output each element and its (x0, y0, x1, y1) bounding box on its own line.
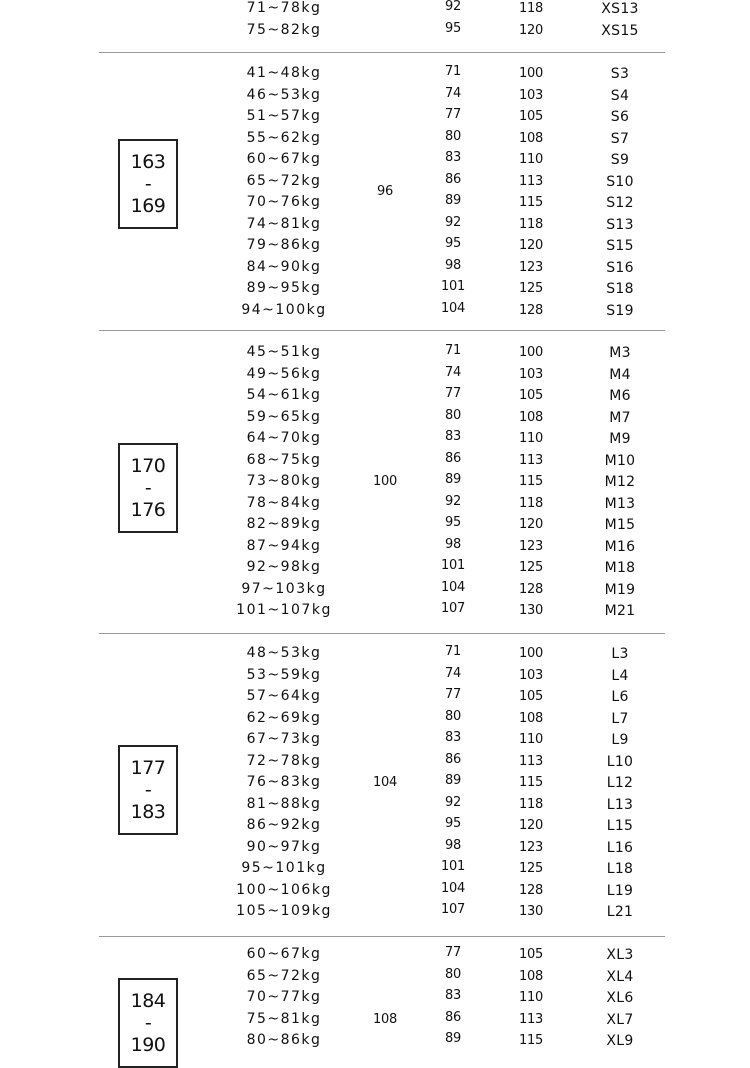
hip-cell: 100 (519, 646, 543, 661)
chest-cell: 83 (445, 150, 461, 165)
weight-range-cell: 81~88kg (246, 796, 322, 812)
weight-range-cell: 78~84kg (246, 495, 322, 511)
size-code-cell: S18 (606, 281, 634, 297)
weight-range-cell: 82~89kg (246, 516, 322, 532)
hip-cell: 120 (519, 818, 543, 833)
hip-cell: 108 (519, 131, 543, 146)
weight-range-cell: 74~81kg (246, 216, 322, 232)
hip-cell: 108 (519, 711, 543, 726)
weight-range-cell: 49~56kg (246, 366, 322, 382)
size-code-cell: S3 (610, 66, 630, 82)
weight-range-cell: 76~83kg (246, 774, 322, 790)
size-code-cell: M12 (604, 474, 636, 490)
weight-range-cell: 57~64kg (246, 688, 322, 704)
hip-cell: 115 (519, 195, 543, 210)
height-dash-label: - (144, 173, 152, 195)
chest-cell: 89 (445, 472, 461, 487)
weight-range-cell: 54~61kg (246, 387, 322, 403)
chest-cell: 74 (445, 86, 461, 101)
height-range-box (118, 978, 178, 1068)
chest-cell: 107 (441, 902, 465, 917)
group-divider (99, 52, 665, 53)
chest-cell: 89 (445, 1031, 461, 1046)
chest-cell: 77 (445, 687, 461, 702)
chest-cell: 101 (441, 859, 465, 874)
size-code-cell: M6 (609, 388, 631, 404)
size-code-cell: XL9 (606, 1033, 634, 1049)
hip-cell: 100 (519, 66, 543, 81)
hip-cell: 118 (519, 496, 543, 511)
group-divider (99, 633, 665, 634)
chest-cell: 80 (445, 709, 461, 724)
chest-cell: 95 (445, 515, 461, 530)
weight-range-cell: 60~67kg (246, 151, 322, 167)
weight-range-cell: 92~98kg (246, 559, 322, 575)
chest-cell: 86 (445, 752, 461, 767)
weight-range-cell: 41~48kg (246, 65, 322, 81)
waist-cell: 96 (377, 184, 393, 199)
hip-cell: 115 (519, 1033, 543, 1048)
size-code-cell: S15 (606, 238, 634, 254)
hip-cell: 100 (519, 345, 543, 360)
height-from-label: 163 (130, 151, 166, 173)
weight-range-cell: 80~86kg (246, 1032, 322, 1048)
size-code-cell: L16 (606, 840, 634, 856)
size-code-cell: S12 (606, 195, 634, 211)
height-dash-label: - (144, 779, 152, 801)
weight-range-cell: 59~65kg (246, 409, 322, 425)
hip-cell: 120 (519, 517, 543, 532)
weight-range-cell: 51~57kg (246, 108, 322, 124)
weight-range-cell: 46~53kg (246, 87, 322, 103)
hip-cell: 110 (519, 152, 543, 167)
hip-cell: 103 (519, 668, 543, 683)
weight-range-cell: 65~72kg (246, 968, 322, 984)
hip-cell: 118 (519, 1, 543, 16)
hip-cell: 105 (519, 388, 543, 403)
hip-cell: 125 (519, 281, 543, 296)
hip-cell: 113 (519, 1012, 543, 1027)
hip-cell: 130 (519, 603, 543, 618)
chest-cell: 71 (445, 64, 461, 79)
hip-cell: 125 (519, 861, 543, 876)
size-code-cell: S10 (606, 174, 634, 190)
size-code-cell: L13 (606, 797, 634, 813)
height-dash-label: - (144, 1012, 152, 1034)
hip-cell: 120 (519, 238, 543, 253)
chest-cell: 74 (445, 666, 461, 681)
height-to-label: 183 (130, 801, 166, 823)
weight-range-cell: 86~92kg (246, 817, 322, 833)
hip-cell: 128 (519, 582, 543, 597)
weight-range-cell: 95~101kg (241, 860, 327, 876)
hip-cell: 103 (519, 367, 543, 382)
chest-cell: 92 (445, 795, 461, 810)
chest-cell: 80 (445, 129, 461, 144)
chest-cell: 89 (445, 773, 461, 788)
hip-cell: 113 (519, 174, 543, 189)
size-code-cell: M4 (609, 367, 631, 383)
weight-range-cell: 71~78kg (246, 0, 322, 16)
hip-cell: 113 (519, 453, 543, 468)
hip-cell: 120 (519, 23, 543, 38)
size-code-cell: S9 (610, 152, 630, 168)
height-range-box (118, 745, 178, 835)
chest-cell: 101 (441, 279, 465, 294)
size-code-cell: L3 (611, 646, 629, 662)
chest-cell: 71 (445, 644, 461, 659)
chest-cell: 95 (445, 236, 461, 251)
weight-range-cell: 97~103kg (241, 581, 327, 597)
height-range-box (118, 443, 178, 533)
chest-cell: 104 (441, 301, 465, 316)
chest-cell: 77 (445, 945, 461, 960)
size-code-cell: S4 (610, 88, 630, 104)
chest-cell: 92 (445, 0, 461, 14)
size-code-cell: S19 (606, 303, 634, 319)
chest-cell: 98 (445, 258, 461, 273)
size-code-cell: L19 (606, 883, 634, 899)
size-code-cell: M18 (604, 560, 636, 576)
size-code-cell: XL4 (606, 969, 634, 985)
chest-cell: 92 (445, 494, 461, 509)
chest-cell: 77 (445, 386, 461, 401)
size-code-cell: XL6 (606, 990, 634, 1006)
hip-cell: 103 (519, 88, 543, 103)
chest-cell: 86 (445, 1010, 461, 1025)
size-code-cell: M15 (604, 517, 636, 533)
chest-cell: 80 (445, 408, 461, 423)
size-code-cell: L15 (606, 818, 634, 834)
height-from-label: 170 (130, 455, 166, 477)
size-code-cell: XS15 (601, 23, 639, 39)
hip-cell: 110 (519, 732, 543, 747)
weight-range-cell: 89~95kg (246, 280, 322, 296)
weight-range-cell: 55~62kg (246, 130, 322, 146)
weight-range-cell: 75~81kg (246, 1011, 322, 1027)
weight-range-cell: 75~82kg (246, 22, 322, 38)
weight-range-cell: 70~77kg (246, 989, 322, 1005)
chest-cell: 71 (445, 343, 461, 358)
chest-cell: 92 (445, 215, 461, 230)
chest-cell: 83 (445, 429, 461, 444)
group-divider (99, 936, 665, 937)
size-code-cell: L12 (606, 775, 634, 791)
height-to-label: 176 (130, 499, 166, 521)
hip-cell: 128 (519, 303, 543, 318)
hip-cell: 105 (519, 109, 543, 124)
size-code-cell: L18 (606, 861, 634, 877)
size-code-cell: S16 (606, 260, 634, 276)
weight-range-cell: 94~100kg (241, 302, 327, 318)
chest-cell: 98 (445, 537, 461, 552)
size-code-cell: XL7 (606, 1012, 634, 1028)
weight-range-cell: 65~72kg (246, 173, 322, 189)
chest-cell: 86 (445, 451, 461, 466)
weight-range-cell: 84~90kg (246, 259, 322, 275)
size-code-cell: M13 (604, 496, 636, 512)
hip-cell: 125 (519, 560, 543, 575)
height-range-box (118, 139, 178, 229)
hip-cell: 105 (519, 947, 543, 962)
waist-cell: 104 (373, 775, 397, 790)
chest-cell: 83 (445, 988, 461, 1003)
chest-cell: 77 (445, 107, 461, 122)
chest-cell: 104 (441, 881, 465, 896)
size-code-cell: M10 (604, 453, 636, 469)
size-code-cell: M9 (609, 431, 631, 447)
weight-range-cell: 67~73kg (246, 731, 322, 747)
weight-range-cell: 87~94kg (246, 538, 322, 554)
size-code-cell: M21 (604, 603, 636, 619)
weight-range-cell: 105~109kg (236, 903, 332, 919)
hip-cell: 115 (519, 775, 543, 790)
hip-cell: 108 (519, 410, 543, 425)
hip-cell: 118 (519, 797, 543, 812)
waist-cell: 108 (373, 1012, 397, 1027)
weight-range-cell: 53~59kg (246, 667, 322, 683)
weight-range-cell: 62~69kg (246, 710, 322, 726)
hip-cell: 123 (519, 840, 543, 855)
size-code-cell: M19 (604, 582, 636, 598)
size-code-cell: M3 (609, 345, 631, 361)
size-code-cell: L21 (606, 904, 634, 920)
weight-range-cell: 73~80kg (246, 473, 322, 489)
chest-cell: 107 (441, 601, 465, 616)
size-code-cell: L6 (611, 689, 629, 705)
hip-cell: 110 (519, 431, 543, 446)
height-from-label: 184 (130, 990, 166, 1012)
height-to-label: 169 (130, 195, 166, 217)
chest-cell: 89 (445, 193, 461, 208)
hip-cell: 110 (519, 990, 543, 1005)
hip-cell: 118 (519, 217, 543, 232)
size-code-cell: L4 (611, 668, 629, 684)
weight-range-cell: 100~106kg (236, 882, 332, 898)
size-code-cell: L9 (611, 732, 629, 748)
height-dash-label: - (144, 477, 152, 499)
hip-cell: 113 (519, 754, 543, 769)
chest-cell: 83 (445, 730, 461, 745)
chest-cell: 74 (445, 365, 461, 380)
weight-range-cell: 72~78kg (246, 753, 322, 769)
hip-cell: 108 (519, 969, 543, 984)
weight-range-cell: 68~75kg (246, 452, 322, 468)
height-to-label: 190 (130, 1034, 166, 1056)
hip-cell: 105 (519, 689, 543, 704)
weight-range-cell: 101~107kg (236, 602, 332, 618)
chest-cell: 104 (441, 580, 465, 595)
weight-range-cell: 90~97kg (246, 839, 322, 855)
weight-range-cell: 70~76kg (246, 194, 322, 210)
hip-cell: 130 (519, 904, 543, 919)
chest-cell: 86 (445, 172, 461, 187)
chest-cell: 80 (445, 967, 461, 982)
weight-range-cell: 48~53kg (246, 645, 322, 661)
hip-cell: 128 (519, 883, 543, 898)
size-code-cell: L10 (606, 754, 634, 770)
size-code-cell: XL3 (606, 947, 634, 963)
size-code-cell: M16 (604, 539, 636, 555)
weight-range-cell: 79~86kg (246, 237, 322, 253)
size-code-cell: S13 (606, 217, 634, 233)
size-code-cell: S7 (610, 131, 630, 147)
chest-cell: 98 (445, 838, 461, 853)
group-divider (99, 330, 665, 331)
chest-cell: 101 (441, 558, 465, 573)
weight-range-cell: 64~70kg (246, 430, 322, 446)
chest-cell: 95 (445, 816, 461, 831)
waist-cell: 100 (373, 474, 397, 489)
hip-cell: 115 (519, 474, 543, 489)
hip-cell: 123 (519, 260, 543, 275)
size-code-cell: L7 (611, 711, 629, 727)
chest-cell: 95 (445, 21, 461, 36)
hip-cell: 123 (519, 539, 543, 554)
size-code-cell: S6 (610, 109, 630, 125)
height-from-label: 177 (130, 757, 166, 779)
size-code-cell: XS13 (601, 1, 639, 17)
size-code-cell: M7 (609, 410, 631, 426)
weight-range-cell: 60~67kg (246, 946, 322, 962)
weight-range-cell: 45~51kg (246, 344, 322, 360)
